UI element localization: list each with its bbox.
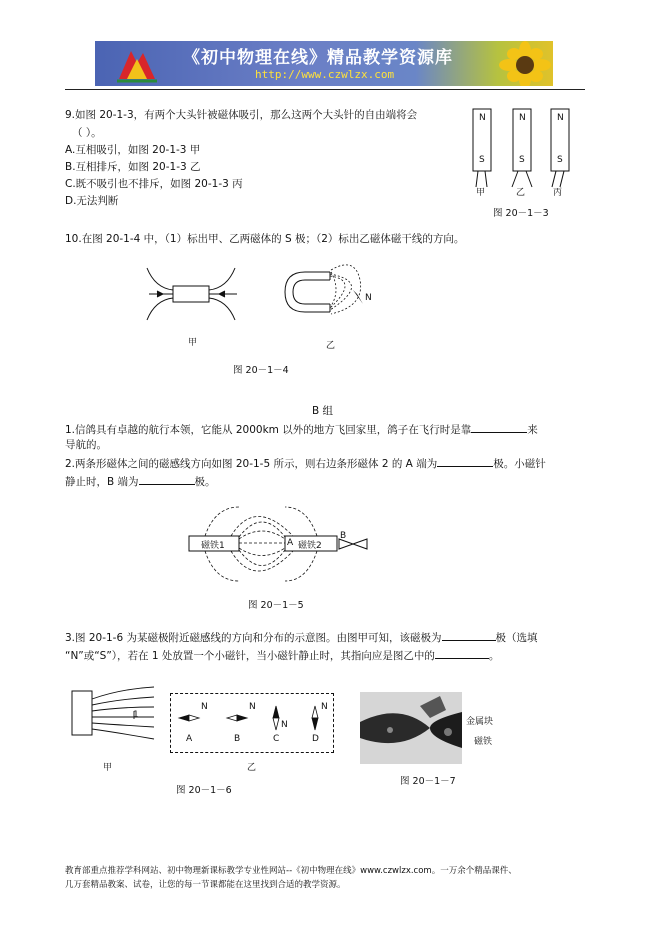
sub-label-bing: 丙 bbox=[553, 188, 563, 198]
figure-caption: 图 20－1－6 bbox=[176, 785, 232, 796]
b2-line1-pre: 2.两条形磁体之间的磁感线方向如图 20-1-5 所示，则右边条形磁体 2 的 A 端为 bbox=[65, 458, 438, 470]
section-b-title: B 组 bbox=[312, 405, 334, 417]
needle-d-label: D bbox=[312, 734, 319, 744]
figure-caption: 图 20－1－3 bbox=[493, 208, 549, 219]
header-title: 《初中物理在线》精品教学资源库 bbox=[183, 48, 453, 68]
figure-caption: 图 20－1－7 bbox=[400, 776, 456, 787]
b2-line2-post: 极。 bbox=[194, 476, 216, 488]
b2-line2-pre: 静止时，B 端为 bbox=[65, 476, 139, 488]
needle-c-n-label: N bbox=[281, 720, 288, 730]
magnet-a-end-label: A bbox=[287, 538, 294, 548]
page-footer bbox=[65, 864, 605, 892]
b1-line2: 导航的。 bbox=[65, 439, 107, 451]
footer-line-1: 教育部重点推荐学科网站、初中物理新课标教学专业性网站--《初中物理在线》www.czwlzx.com。一万余个精品课件、 bbox=[65, 866, 517, 876]
b3-line2-post: 。 bbox=[488, 650, 500, 662]
header-url[interactable]: http://www.czwlzx.com bbox=[255, 68, 395, 81]
b1-line1-tail: 来 bbox=[527, 424, 538, 436]
b2-answer-blank-1[interactable] bbox=[437, 455, 493, 467]
needle-b-n-label: N bbox=[249, 702, 256, 712]
q9-option-b: B.互相排斥，如图 20-1-3 乙 bbox=[65, 161, 201, 173]
b2-line1-post: 极。小磁针 bbox=[493, 458, 546, 470]
magnet-2-s-label: S bbox=[519, 155, 525, 165]
figure-caption: 图 20－1－4 bbox=[233, 365, 289, 376]
magnet-1-label: 磁铁1 bbox=[201, 541, 225, 551]
magnet-2-n-label: N bbox=[519, 113, 526, 123]
sunflower-icon bbox=[495, 41, 553, 86]
q10-label-yi: 乙 bbox=[326, 341, 336, 351]
figure-20-1-6-jia bbox=[70, 683, 160, 753]
needle-d-n-label: N bbox=[321, 702, 328, 712]
b3-line1-post: 极（选填 bbox=[495, 632, 538, 644]
photo-label-metal-block: 金属块 bbox=[466, 717, 494, 727]
b1-line1-text: 1.信鸽具有卓越的航行本领，它能从 2000km 以外的地方飞回家里，鸽子在飞行时是靠 bbox=[65, 424, 472, 436]
photo-label-magnet: 磁铁 bbox=[474, 737, 493, 747]
b3-answer-blank-1[interactable] bbox=[442, 629, 496, 641]
b2-line2 bbox=[65, 473, 216, 489]
b3-label-jia: 甲 bbox=[103, 763, 113, 773]
b3-label-yi: 乙 bbox=[247, 763, 257, 773]
needle-a-n-label: N bbox=[201, 702, 208, 712]
magnet-3-s-label: S bbox=[557, 155, 563, 165]
q9-stem-line1: 9.如图 20-1-3，有两个大头针被磁体吸引，那么这两个大头针的自由端将会 bbox=[65, 109, 418, 121]
sub-label-jia: 甲 bbox=[476, 188, 486, 198]
footer-line-2: 几万套精品教案、试卷，让您的每一节课都能在这里找到合适的教学资源。 bbox=[65, 880, 346, 890]
figure-caption: 图 20－1－5 bbox=[248, 600, 304, 611]
figure-20-1-4-diagram bbox=[145, 260, 375, 350]
q10-needle-n-label: N bbox=[365, 293, 372, 303]
magnet-3-n-label: N bbox=[557, 113, 564, 123]
b1-answer-blank[interactable] bbox=[471, 421, 527, 433]
b3-answer-blank-2[interactable] bbox=[435, 647, 489, 659]
q9-option-d: D.无法判断 bbox=[65, 195, 119, 207]
needle-b-label: B bbox=[234, 734, 241, 744]
needle-a-label: A bbox=[186, 734, 193, 744]
sub-label-yi: 乙 bbox=[516, 188, 526, 198]
magnet-1-s-label: S bbox=[479, 155, 485, 165]
point-1-label: 1 bbox=[133, 710, 139, 720]
q10-label-jia: 甲 bbox=[188, 338, 198, 348]
photo-illustration bbox=[360, 692, 462, 764]
compass-needle-icon bbox=[353, 290, 363, 304]
header-divider bbox=[65, 89, 585, 90]
site-logo-icon bbox=[113, 45, 161, 83]
b1-line1 bbox=[65, 421, 538, 437]
needle-c-label: C bbox=[273, 734, 280, 744]
b3-line2 bbox=[65, 647, 499, 663]
header-banner bbox=[95, 41, 553, 86]
figure-20-1-6-yi-box bbox=[170, 693, 334, 753]
q9-option-a: A.互相吸引，如图 20-1-3 甲 bbox=[65, 144, 201, 156]
q10-stem: 10.在图 20-1-4 中，（1）标出甲、乙两磁体的 S 极；（2）标出乙磁体磁干线的方向。 bbox=[65, 233, 465, 245]
b2-answer-blank-2[interactable] bbox=[139, 473, 195, 485]
b3-line1 bbox=[65, 629, 538, 645]
b3-line1-pre: 3.图 20-1-6 为某磁极附近磁感线的方向和分布的示意图。由图甲可知，该磁极为 bbox=[65, 632, 442, 644]
magnet-2-label: 磁铁2 bbox=[298, 541, 322, 551]
q9-stem-line2: （ ）。 bbox=[72, 127, 102, 139]
b3-line2-pre: “N”或“S”），若在 1 处放置一个小磁针，当小磁针静止时，其指向应是图乙中的 bbox=[65, 650, 435, 662]
q9-option-c: C.既不吸引也不排斥，如图 20-1-3 丙 bbox=[65, 178, 243, 190]
needle-b-end-label: B bbox=[340, 531, 347, 541]
magnet-photo bbox=[360, 692, 462, 764]
magnet-1-n-label: N bbox=[479, 113, 486, 123]
figure-20-1-3 bbox=[465, 105, 585, 219]
b2-line1 bbox=[65, 455, 546, 471]
